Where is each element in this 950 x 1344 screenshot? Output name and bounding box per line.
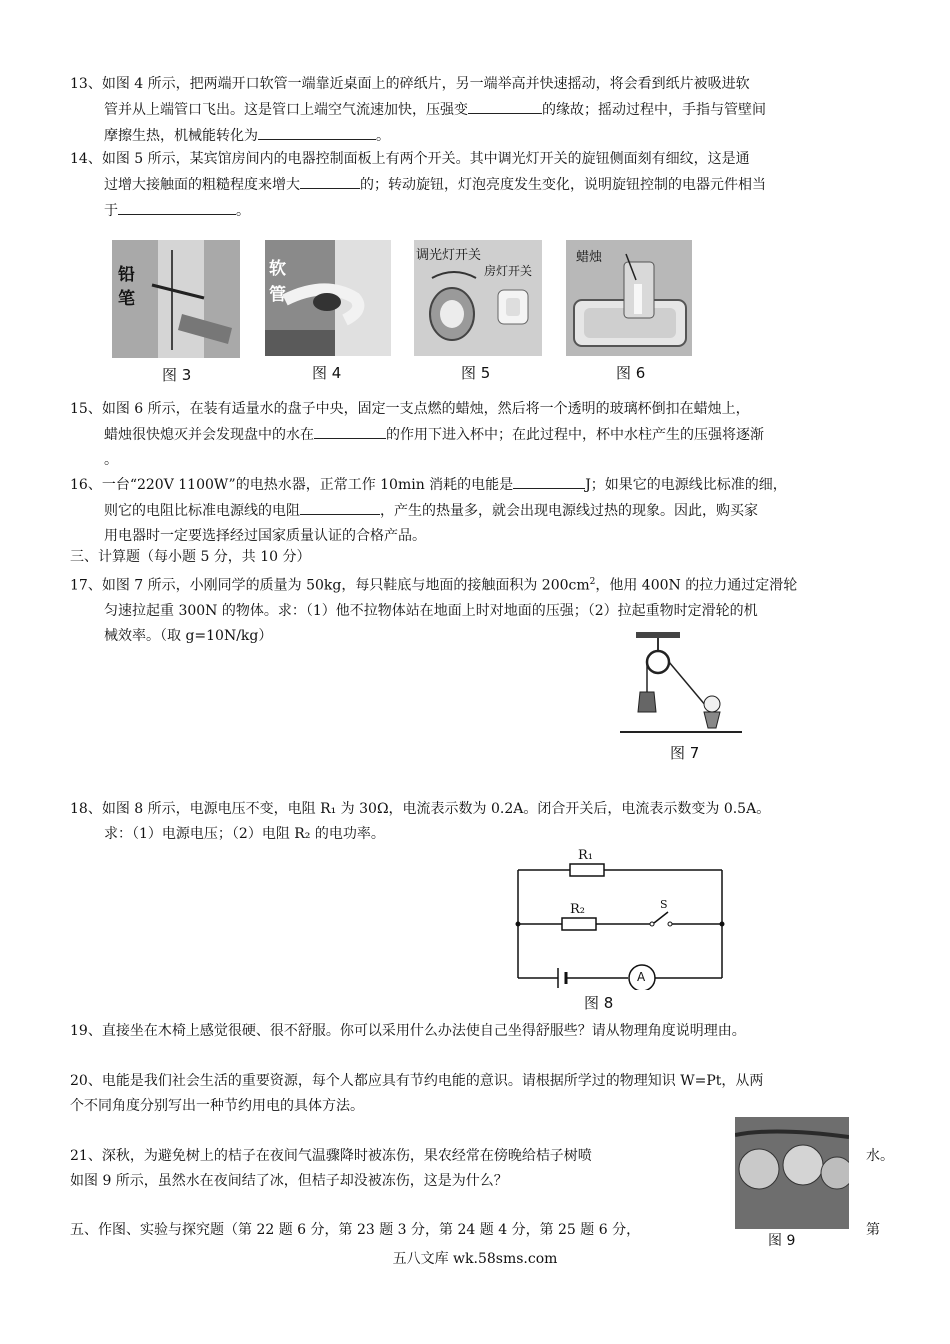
answer-blank[interactable] [118, 198, 236, 215]
resistor-r1-icon [570, 864, 604, 876]
figure-8-caption: 图 8 [584, 994, 614, 1012]
q13-text: 。 [376, 128, 390, 144]
q16-text: 则它的电阻比标准电源线的电阻 [104, 503, 300, 519]
figure-6-caption: 图 6 [616, 364, 646, 382]
figure-4-image [265, 240, 391, 356]
resistor-r2-label: R₂ [570, 902, 585, 917]
question-17 [70, 570, 896, 649]
q14-text: 的；转动旋钮，灯泡亮度发生变化，说明旋钮控制的电器元件相当 [360, 177, 766, 193]
figure-7-caption: 图 7 [670, 744, 700, 762]
figure-5-image [414, 240, 542, 356]
q21-text-end: 水。 [866, 1148, 894, 1164]
q21-line2: 如图 9 所示，虽然水在夜间结了冰，但桔子却没被冻伤，这是为什么？ [70, 1173, 508, 1189]
q13-text: 摩擦生热，机械能转化为 [104, 128, 258, 144]
q21-text: 21、深秋，为避免树上的桔子在夜间气温骤降时被冻伤，果农经常在傍晚给桔子树喷 [70, 1148, 592, 1164]
figure-3-label-1: 铅 [118, 265, 135, 285]
figure-4-label-2: 管 [269, 285, 286, 305]
resistor-r2-icon [562, 918, 596, 930]
q13-line2 [70, 97, 896, 123]
q15-line2 [70, 422, 896, 448]
question-19 [70, 1019, 896, 1044]
q17-superscript: 2 [589, 577, 596, 587]
q15-text: 的作用下进入杯中；在此过程中，杯中水柱产生的压强将逐渐 [386, 427, 764, 443]
q17-line2: 匀速拉起重 300N 的物体。求：（1）他不拉物体站在地面上时对地面的压强；（2）拉起重物时定滑轮的机 [104, 602, 758, 619]
figure-9-caption: 图 9 [768, 1233, 796, 1249]
figure-6-image [566, 240, 692, 356]
q16-line3: 用电器时一定要选择经过国家质量认证的合格产品。 [104, 528, 426, 544]
figure-5-label-dimmer: 调光灯开关 [416, 248, 482, 263]
q17-text: 17、如图 7 所示，小刚同学的质量为 50kg，每只鞋底与地面的接触面积为 200cm [70, 577, 590, 594]
q14-line1: 14、如图 5 所示，某宾馆房间内的电器控制面板上有两个开关。其中调光灯开关的旋钮侧面刻有细纹，这是通 [70, 151, 750, 167]
q16-text: ，产生的热量多，就会出现电源线过热的现象。因此，购买家 [380, 503, 758, 519]
figure-4-caption: 图 4 [312, 364, 342, 382]
q14-line3 [70, 198, 896, 224]
question-21 [70, 1144, 896, 1194]
answer-blank[interactable] [314, 422, 386, 439]
q14-text: 过增大接触面的粗糙程度来增大 [104, 177, 300, 193]
section-3-heading [70, 545, 896, 570]
figure-4-label-1: 软 [269, 259, 286, 279]
circuit-diagram [510, 850, 730, 990]
q18-line1: 18、如图 8 所示，电源电压不变，电阻 R₁ 为 30Ω，电流表示数为 0.2A。闭合开关后，电流表示数变为 0.5A。 [70, 801, 771, 817]
q15-text: 蜡烛很快熄灭并会发现盘中的水在 [104, 427, 314, 443]
q14-text: 于 [104, 203, 118, 219]
q14-text: 。 [236, 203, 250, 219]
q15-line3: 。 [104, 452, 118, 468]
q13-text: 的缘故；摇动过程中，手指与管壁间 [542, 102, 766, 118]
figure-5-caption: 图 5 [461, 364, 491, 382]
answer-blank[interactable] [258, 123, 376, 140]
q16-text: 16、一台“220V 1100W”的电热水器，正常工作 10min 消耗的电能是 [70, 477, 514, 493]
answer-blank[interactable] [300, 498, 380, 515]
question-15 [70, 397, 896, 473]
section-5-text-end: 第 [866, 1222, 880, 1238]
q17-text: ，他用 400N 的拉力通过定滑轮 [595, 577, 798, 594]
section-5-heading [70, 1218, 896, 1243]
section-5-text: 五、作图、实验与探究题（第 22 题 6 分，第 23 题 3 分，第 24 题 4 分，第 25 题 6 分， [70, 1222, 641, 1238]
q14-line2 [70, 172, 896, 198]
figure-6-label-candle: 蜡烛 [576, 250, 603, 265]
q15-line1: 15、如图 6 所示，在装有适量水的盘子中央，固定一支点燃的蜡烛，然后将一个透明的玻璃杯倒扣在蜡烛上， [70, 401, 750, 417]
figure-5-label-room-light: 房灯开关 [484, 264, 533, 278]
answer-blank[interactable] [468, 97, 542, 114]
q16-text: J；如果它的电源线比标准的细， [585, 477, 787, 493]
q19-line1: 19、直接坐在木椅上感觉很硬、很不舒服。你可以采用什么办法使自己坐得舒服些？请从物理角度说明理由。 [70, 1023, 746, 1039]
q13-line3 [70, 123, 896, 149]
question-13 [70, 72, 896, 149]
q16-line2 [70, 498, 896, 524]
question-16 [70, 472, 896, 549]
question-18 [70, 797, 896, 847]
footer-watermark: 五八文库 wk.58sms.com [392, 1251, 558, 1267]
q18-line2: 求：（1）电源电压；（2）电阻 R₂ 的电功率。 [104, 826, 385, 842]
q20-line2: 个不同角度分别写出一种节约用电的具体方法。 [70, 1098, 364, 1114]
figure-3-image [112, 240, 240, 358]
q17-line3: 械效率。（取 g=10N/kg） [104, 627, 273, 644]
q21-line1 [70, 1144, 896, 1169]
figure-8-circuit [510, 850, 730, 990]
answer-blank[interactable] [300, 172, 360, 189]
figure-3-label-2: 笔 [118, 289, 135, 309]
q16-line1 [70, 472, 896, 498]
q17-line1 [70, 570, 896, 599]
answer-blank[interactable] [513, 472, 585, 489]
figure-7-image [616, 628, 746, 740]
figure-3-caption: 图 3 [162, 366, 192, 384]
q20-line1: 20、电能是我们社会生活的重要资源，每个人都应具有节约电能的意识。请根据所学过的物理知识 W=Pt，从两 [70, 1073, 764, 1089]
switch-icon [654, 912, 668, 923]
switch-label: S [660, 898, 668, 911]
q13-text: 管并从上端管口飞出。这是管口上端空气流速加快，压强变 [104, 102, 468, 118]
section-5-title [70, 1218, 896, 1243]
question-20 [70, 1069, 896, 1119]
pulley-illustration [616, 628, 746, 740]
section-3-title: 三、计算题（每小题 5 分，共 10 分） [70, 549, 311, 565]
resistor-r1-label: R₁ [578, 848, 593, 863]
ammeter-label: A [637, 970, 646, 984]
q13-line1: 13、如图 4 所示，把两端开口软管一端靠近桌面上的碎纸片，另一端举高并快速摇动，将会看到纸片被吸进软 [70, 76, 750, 92]
question-14 [70, 147, 896, 224]
